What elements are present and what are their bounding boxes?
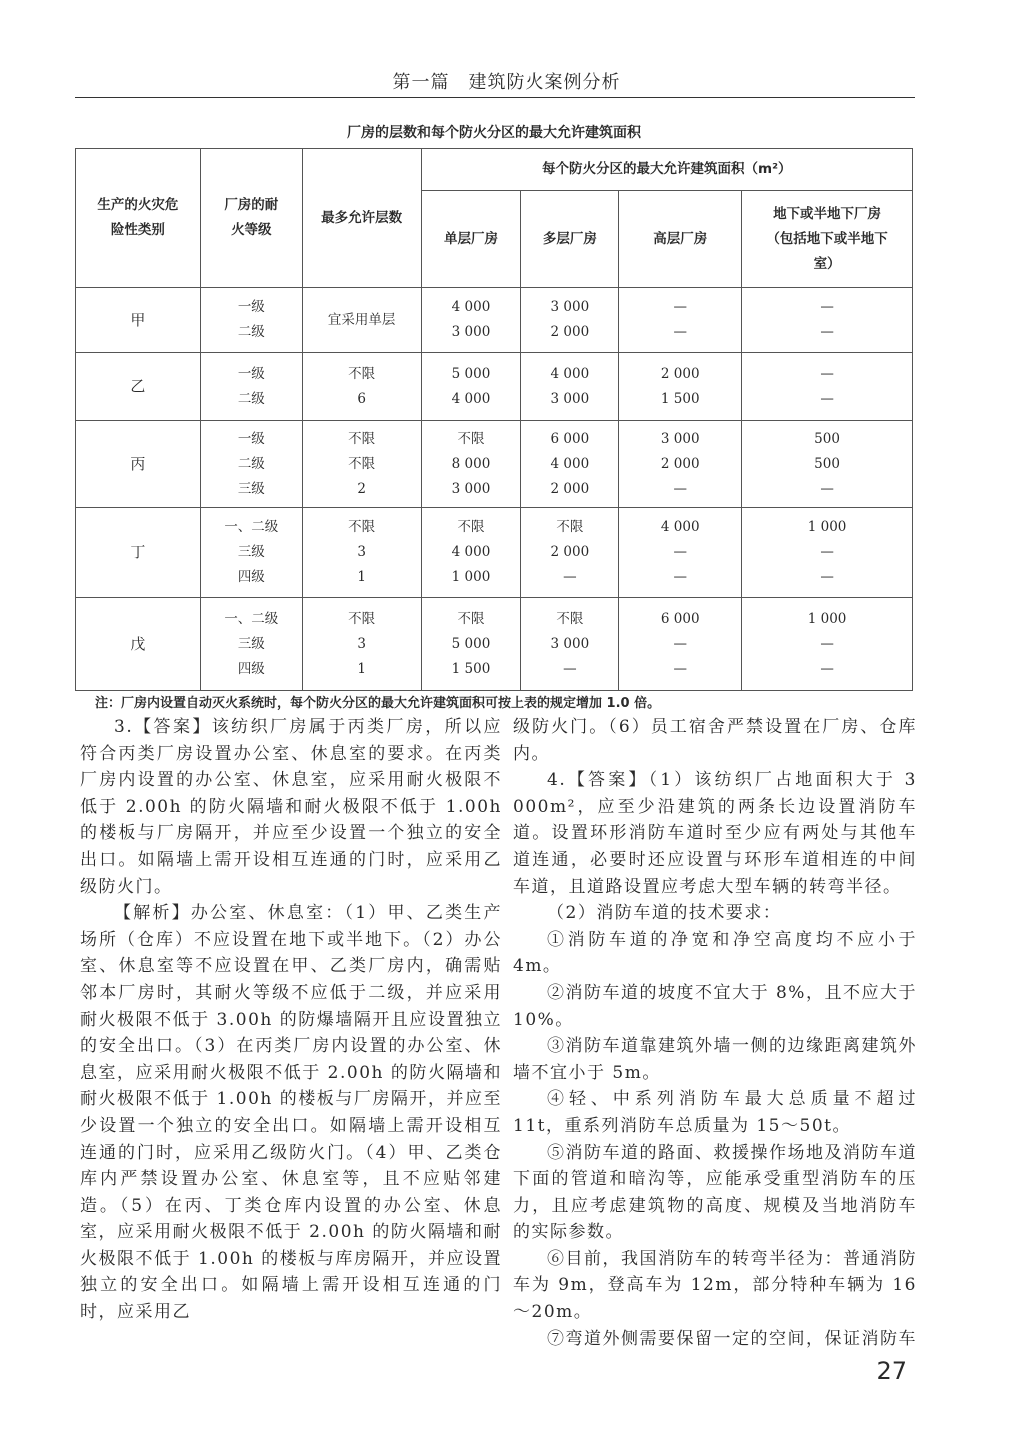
cell-value: 6 000 — [550, 430, 590, 447]
cell-underground — [742, 508, 913, 598]
cell-value: — — [673, 544, 687, 560]
header-floors: 最多允许层数 — [302, 149, 421, 288]
cell-underground — [742, 598, 913, 691]
right-column — [513, 714, 917, 1352]
cell-single — [421, 353, 521, 421]
cell-value: 不限 — [556, 519, 584, 535]
paragraph: 4.【答案】（1）该纺织厂占地面积大于 3 000m²，应至少沿建筑的两条长边设置消防车道。设置环形消防车道时至少应有两处与其他车道连通，必要时还应设置与环形车道相连的中间车道，且道路设置应考虑大型车辆的转弯半径。 — [513, 770, 917, 897]
cell-value: 3 — [357, 635, 366, 652]
cell-value: 3 000 — [451, 480, 491, 497]
cell-single — [421, 508, 521, 598]
cell-value: — — [820, 324, 834, 340]
cell-category: 丁 — [76, 508, 201, 598]
cell-value: 三级 — [237, 480, 265, 497]
cell-value: 1 500 — [660, 390, 700, 407]
cell-value: 2 000 — [550, 544, 590, 560]
paragraph: ⑤消防车道的路面、救援操作场地及消防车道下面的管道和暗沟等，应能承受重型消防车的压力，且应考虑建筑物的高度、规模及当地消防车的实际参数。 — [513, 1142, 917, 1243]
cell-value: 一级 — [237, 365, 265, 382]
table-row — [76, 353, 913, 421]
cell-value: 三级 — [237, 544, 265, 560]
cell-value: 宜采用单层 — [327, 311, 396, 328]
cell-high — [619, 508, 742, 598]
cell-floors — [302, 353, 421, 421]
cell-value: 四级 — [237, 569, 265, 585]
cell-value: 不限 — [348, 430, 376, 447]
cell-value: 4 000 — [451, 544, 491, 560]
cell-value: — — [563, 569, 577, 585]
cell-value: 一、二级 — [224, 610, 279, 627]
cell-multi — [521, 508, 619, 598]
paragraph: ④轻、中系列消防车最大总质量不超过 11t，重系列消防车总质量为 15～50t。 — [513, 1089, 917, 1136]
cell-value: 1 — [357, 660, 366, 677]
cell-category: 丙 — [76, 421, 201, 508]
cell-grade — [200, 508, 302, 598]
table-title: 厂房的层数和每个防火分区的最大允许建筑面积 — [347, 125, 641, 141]
header-multi: 多层厂房 — [521, 191, 619, 288]
cell-value: 1 000 — [807, 610, 847, 627]
cell-value: 5 000 — [451, 365, 491, 382]
cell-value: — — [563, 660, 577, 677]
cell-value: — — [820, 660, 834, 677]
cell-value: — — [820, 480, 834, 497]
cell-value: 3 000 — [660, 430, 700, 447]
header-category: 生产的火灾危险性类别 — [76, 149, 201, 288]
cell-value: 2 — [357, 480, 366, 497]
paragraph: ②消防车道的坡度不宜大于 8%，且不应大于 10%。 — [513, 982, 917, 1030]
cell-value: — — [673, 480, 687, 497]
cell-value: — — [820, 569, 834, 585]
cell-value: 不限 — [348, 610, 376, 627]
cell-grade — [200, 421, 302, 508]
cell-value: 1 000 — [451, 569, 491, 585]
cell-value: 5 000 — [451, 635, 491, 652]
header-area-group: 每个防火分区的最大允许建筑面积（m²） — [421, 149, 912, 191]
cell-grade — [200, 288, 302, 353]
cell-value: — — [820, 635, 834, 652]
cell-single — [421, 288, 521, 353]
table-row — [76, 508, 913, 598]
cell-grade — [200, 598, 302, 691]
cell-category: 戊 — [76, 598, 201, 691]
cell-floors — [302, 421, 421, 508]
cell-value: 4 000 — [451, 299, 491, 315]
cell-multi — [521, 598, 619, 691]
cell-multi — [521, 288, 619, 353]
cell-high — [619, 598, 742, 691]
paragraph: （2）消防车道的技术要求： — [547, 903, 782, 924]
cell-value: 4 000 — [550, 455, 590, 472]
cell-value: 4 000 — [451, 390, 491, 407]
left-column — [80, 714, 502, 1352]
cell-value: 4 000 — [660, 519, 700, 535]
page-body — [75, 148, 917, 1386]
header-single: 单层厂房 — [421, 191, 521, 288]
paragraph: ⑥目前，我国消防车的转弯半径为：普通消防车为 9m，登高车为 12m，部分特种车辆为 16～20m。 — [513, 1248, 917, 1323]
cell-floors — [302, 508, 421, 598]
cell-value: — — [820, 365, 834, 382]
cell-value: 2 000 — [660, 455, 700, 472]
cell-value: 2 000 — [550, 324, 590, 340]
table-row — [76, 598, 913, 691]
cell-value: 1 000 — [807, 519, 847, 535]
cell-multi — [521, 353, 619, 421]
cell-underground — [742, 421, 913, 508]
cell-value: 6 — [357, 390, 366, 407]
cell-value: 2 000 — [660, 365, 700, 382]
paragraph-analysis: 【解析】办公室、休息室：（1）甲、乙类生产场所（仓库）不应设置在地下或半地下。（2）办公室、休息室等不应设置在甲、乙类厂房内，确需贴邻本厂房时，其耐火等级不应低于二级，并应采用耐火极限不低于 3.00h 的防爆墙隔开且应设置独立的安全出口。（3）在丙类厂房内设置的办公室、休息室，应采用耐火极限不低于 2.00h 的防火隔墙和耐火极限不低于 1.00h 的楼板与厂房隔开，并应至少设置一个独立的安全出口。如隔墙上需开设相互连通的门时，应采用乙级防火门。（4）甲、乙类仓库内严禁设置办公室、休息室等，且不应贴邻建造。（5）在丙、丁类仓库内设置的办公室、休息室，应采用耐火极限不低于 2.00h 的防火隔墙和耐火极限不低于 1.00h 的楼板与库房隔开，并应设置独立的安全出口。如隔墙上需开设相互连通的门时，应采用乙 — [80, 903, 502, 1323]
cell-high — [619, 421, 742, 508]
paragraph: ⑦弯道外侧需要保留一定的空间，保证消防车 — [547, 1328, 917, 1349]
cell-high — [619, 353, 742, 421]
fire-compartment-table — [75, 148, 913, 691]
cell-value: 3 — [357, 544, 366, 560]
cell-underground — [742, 288, 913, 353]
header-high: 高层厂房 — [619, 191, 742, 288]
paragraph-answer-3: 3.【答案】该纺织厂房属于丙类厂房，所以应符合丙类厂房设置办公室、休息室的要求。在丙类厂房内设置的办公室、休息室，应采用耐火极限不低于 2.00h 的防火隔墙和耐火极限不低于 1.00h 的楼板与厂房隔开，并应至少设置一个独立的安全出口。如隔墙上需开设相互连通的门时，应采用乙级防火门。 — [80, 717, 502, 897]
paragraph: ①消防车道的净宽和净空高度均不应小于 4m。 — [513, 929, 917, 977]
table-note: 注：厂房内设置自动灭火系统时，每个防火分区的最大允许建筑面积可按上表的规定增加 1.0 倍。 — [95, 696, 661, 711]
cell-value: 3 000 — [550, 299, 590, 315]
cell-value: 不限 — [556, 610, 584, 627]
page-number: 27 — [876, 1357, 907, 1386]
header-grade: 厂房的耐火等级 — [200, 149, 302, 288]
cell-value: 8 000 — [451, 455, 491, 472]
paragraph-continuation: 级防火门。（6）员工宿舍严禁设置在厂房、仓库内。 — [513, 717, 917, 764]
cell-value: 二级 — [237, 324, 265, 340]
cell-value: 二级 — [237, 390, 265, 407]
cell-value: — — [673, 660, 687, 677]
cell-single — [421, 598, 521, 691]
cell-value: 一、二级 — [224, 519, 279, 535]
cell-value: — — [673, 299, 687, 315]
cell-value: 4 000 — [550, 365, 590, 382]
cell-value: 6 000 — [660, 610, 700, 627]
cell-value: 3 000 — [451, 324, 491, 340]
cell-value: — — [820, 544, 834, 560]
text-columns — [75, 714, 917, 1352]
cell-value: 不限 — [457, 610, 485, 627]
cell-value: 不限 — [457, 430, 485, 447]
paragraph: ③消防车道靠建筑外墙一侧的边缘距离建筑外墙不宜小于 5m。 — [513, 1036, 917, 1083]
header-rule — [75, 97, 915, 98]
cell-value: 一级 — [237, 430, 265, 447]
cell-value: 不限 — [348, 455, 376, 472]
cell-value: 1 — [357, 569, 366, 585]
cell-value: 一级 — [237, 299, 265, 315]
cell-category: 乙 — [76, 353, 201, 421]
header-underground: 地下或半地下厂房（包括地下或半地下室） — [742, 191, 913, 288]
cell-value: — — [820, 299, 834, 315]
table-row — [76, 288, 913, 353]
cell-value: 500 — [814, 430, 840, 447]
cell-grade — [200, 353, 302, 421]
cell-value: — — [820, 390, 834, 407]
cell-high — [619, 288, 742, 353]
cell-multi — [521, 421, 619, 508]
cell-value: 2 000 — [550, 480, 590, 497]
cell-value: — — [673, 635, 687, 652]
cell-category: 甲 — [76, 288, 201, 353]
cell-value: 不限 — [348, 365, 376, 382]
cell-value: — — [673, 324, 687, 340]
cell-value: 四级 — [237, 660, 265, 677]
cell-value: 不限 — [457, 519, 485, 535]
cell-value: 三级 — [237, 635, 265, 652]
cell-value: 1 500 — [451, 660, 491, 677]
running-header: 第一篇 建筑防火案例分析 — [392, 72, 621, 93]
cell-floors — [302, 598, 421, 691]
cell-value: 500 — [814, 455, 840, 472]
cell-value: 不限 — [348, 519, 376, 535]
cell-floors — [302, 288, 421, 353]
cell-value: 3 000 — [550, 390, 590, 407]
cell-value: 二级 — [237, 455, 265, 472]
cell-underground — [742, 353, 913, 421]
table-row — [76, 421, 913, 508]
cell-value: — — [673, 569, 687, 585]
cell-single — [421, 421, 521, 508]
cell-value: 3 000 — [550, 635, 590, 652]
